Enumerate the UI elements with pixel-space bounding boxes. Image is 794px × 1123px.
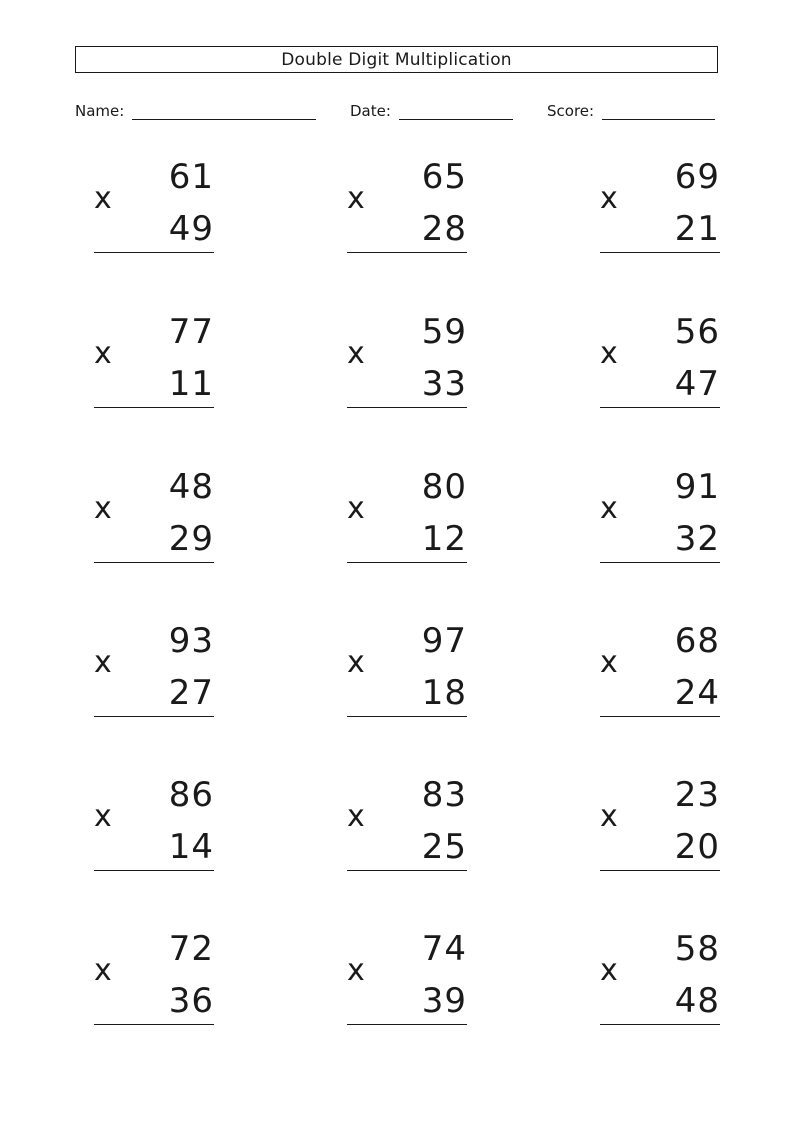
score-label: Score: [547,102,595,120]
multiplier: 21 [674,209,720,249]
multiplier: 14 [168,827,214,867]
multiply-sign: x [600,953,618,988]
answer-line[interactable] [600,1024,720,1025]
answer-line[interactable] [94,562,214,563]
problem-7 [94,460,214,570]
multiplicand: 72 [168,929,214,969]
multiplier: 47 [674,364,720,404]
multiply-sign: x [600,181,618,216]
multiplicand: 86 [168,775,214,815]
worksheet-title: Double Digit Multiplication [75,46,718,73]
multiplier: 36 [168,981,214,1021]
problem-2 [347,150,467,260]
answer-line[interactable] [347,1024,467,1025]
multiply-sign: x [347,336,365,371]
multiplier: 33 [421,364,467,404]
multiplicand: 97 [421,621,467,661]
date-blank-line[interactable] [399,101,513,120]
multiplicand: 93 [168,621,214,661]
answer-line[interactable] [600,716,720,717]
problem-15 [600,768,720,878]
date-label: Date: [350,102,391,120]
multiplier: 25 [421,827,467,867]
problem-1 [94,150,214,260]
multiplier: 27 [168,673,214,713]
multiplicand: 59 [421,312,467,352]
answer-line[interactable] [94,252,214,253]
multiplicand: 77 [168,312,214,352]
multiplier: 32 [674,519,720,559]
multiplicand: 61 [168,157,214,197]
problem-16 [94,922,214,1032]
multiplicand: 69 [674,157,720,197]
multiply-sign: x [600,491,618,526]
multiplier: 18 [421,673,467,713]
problem-8 [347,460,467,570]
answer-line[interactable] [347,870,467,871]
problem-6 [600,305,720,415]
problem-10 [94,614,214,724]
multiply-sign: x [347,491,365,526]
answer-line[interactable] [94,407,214,408]
multiplier: 29 [168,519,214,559]
answer-line[interactable] [600,252,720,253]
multiply-sign: x [347,953,365,988]
multiplicand: 65 [421,157,467,197]
problem-4 [94,305,214,415]
problem-5 [347,305,467,415]
multiplicand: 48 [168,467,214,507]
multiplier: 48 [674,981,720,1021]
answer-line[interactable] [600,407,720,408]
multiplier: 11 [168,364,214,404]
problem-12 [600,614,720,724]
problem-18 [600,922,720,1032]
name-label: Name: [75,102,125,120]
problem-9 [600,460,720,570]
multiplicand: 56 [674,312,720,352]
multiplier: 20 [674,827,720,867]
multiply-sign: x [600,645,618,680]
multiply-sign: x [94,181,112,216]
answer-line[interactable] [347,407,467,408]
multiplicand: 83 [421,775,467,815]
answer-line[interactable] [600,870,720,871]
multiply-sign: x [94,953,112,988]
multiplicand: 23 [674,775,720,815]
multiplicand: 58 [674,929,720,969]
multiplier: 39 [421,981,467,1021]
multiplicand: 91 [674,467,720,507]
multiplier: 28 [421,209,467,249]
answer-line[interactable] [347,252,467,253]
answer-line[interactable] [347,716,467,717]
answer-line[interactable] [94,870,214,871]
multiply-sign: x [94,336,112,371]
answer-line[interactable] [94,1024,214,1025]
answer-line[interactable] [600,562,720,563]
multiply-sign: x [347,645,365,680]
problem-17 [347,922,467,1032]
multiply-sign: x [347,799,365,834]
answer-line[interactable] [347,562,467,563]
problem-11 [347,614,467,724]
multiplicand: 68 [674,621,720,661]
multiply-sign: x [94,645,112,680]
multiplier: 24 [674,673,720,713]
problem-13 [94,768,214,878]
multiply-sign: x [94,491,112,526]
multiply-sign: x [600,336,618,371]
name-blank-line[interactable] [132,101,316,120]
multiplicand: 80 [421,467,467,507]
multiply-sign: x [347,181,365,216]
multiply-sign: x [94,799,112,834]
multiplicand: 74 [421,929,467,969]
answer-line[interactable] [94,716,214,717]
date-field[interactable] [350,100,513,120]
name-field[interactable] [75,100,316,120]
multiplier: 12 [421,519,467,559]
problem-14 [347,768,467,878]
multiply-sign: x [600,799,618,834]
score-blank-line[interactable] [602,101,715,120]
multiplier: 49 [168,209,214,249]
problem-3 [600,150,720,260]
score-field[interactable] [547,100,715,120]
